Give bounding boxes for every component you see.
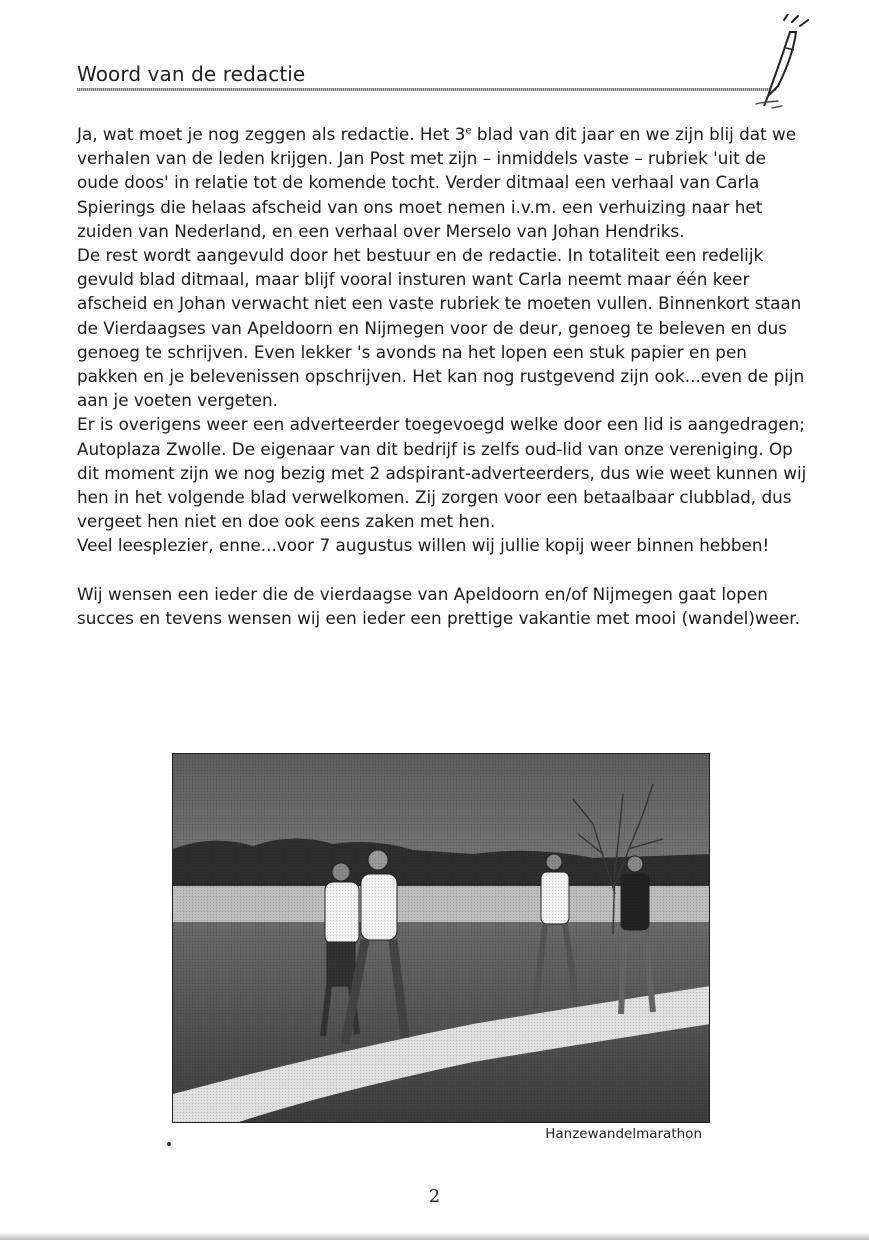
page-number: 2 [428,1186,441,1207]
scan-edge [0,1232,869,1240]
walkers-photo [172,753,710,1123]
print-speck [167,1142,171,1146]
paragraph-content: De rest wordt aangevuld door het bestuur en de redactie. In totaliteit een redelijk gevuld blad ditmaal, maar blijf vooral insturen want Carla neemt maar één keer afscheid en Johan verwacht niet een vaste rubriek te moeten vullen. Binnenkort staan de Vierdaagses van Apeldoorn en Nijmegen voor de deur, genoeg te beleven en dus genoeg te schrijven. Even lekker 's avonds na het lopen een stuk papier en pen pakken en je belevenissen opschrijven. Het kan nog rustgevend zijn ook...even de pijn aan je voeten vergeten. [77,245,805,411]
paragraph-wishes: Wij wensen een ieder die de vierdaagse van Apeldoorn en/of Nijmegen gaat lopen succes en tevens wensen wij een ieder een prettige vakantie met mooi (wandel)weer. [77,583,800,628]
photo-caption: Hanzewandelmarathon [545,1126,702,1142]
title-underline [77,88,777,91]
paragraph-advertisers: Er is overigens weer een adverteerder toegevoegd welke door een lid is aangedragen; Autoplaza Zwolle. De eigenaar van dit bedrijf is zelfs oud-lid van onze vereniging. Op dit moment zijn we nog bezig met 2 adspirant-adverteerders, dus wie weet kunnen wij hen in het volgende blad verwelkomen. Zij zorgen voor een betaalbaar clubblad, dus vergeet hen niet en doe ook eens zaken met hen. [77,414,807,532]
paragraph-intro: Ja, wat moet je nog zeggen als redactie. Het 3e blad van dit jaar en we zijn blij dat we verhalen van de leden krijgen. Jan Post met zijn – inmiddels vaste – rubriek 'uit de oude doos' in relatie tot de komende tocht. Verder ditmaal een verhaal van Carla Spierings die helaas afscheid van ons moet nemen i.v.m. een verhuizing naar het zuiden van Nederland, en een verhaal over Merselo van Johan Hendriks. [77,124,797,241]
fountain-pen-icon [748,14,818,110]
paragraph-reading: Veel leesplezier, enne...voor 7 augustus willen wij jullie kopij weer binnen hebben! [77,535,770,556]
editorial-text [77,122,812,630]
page-title: Woord van de redactie [77,62,306,86]
